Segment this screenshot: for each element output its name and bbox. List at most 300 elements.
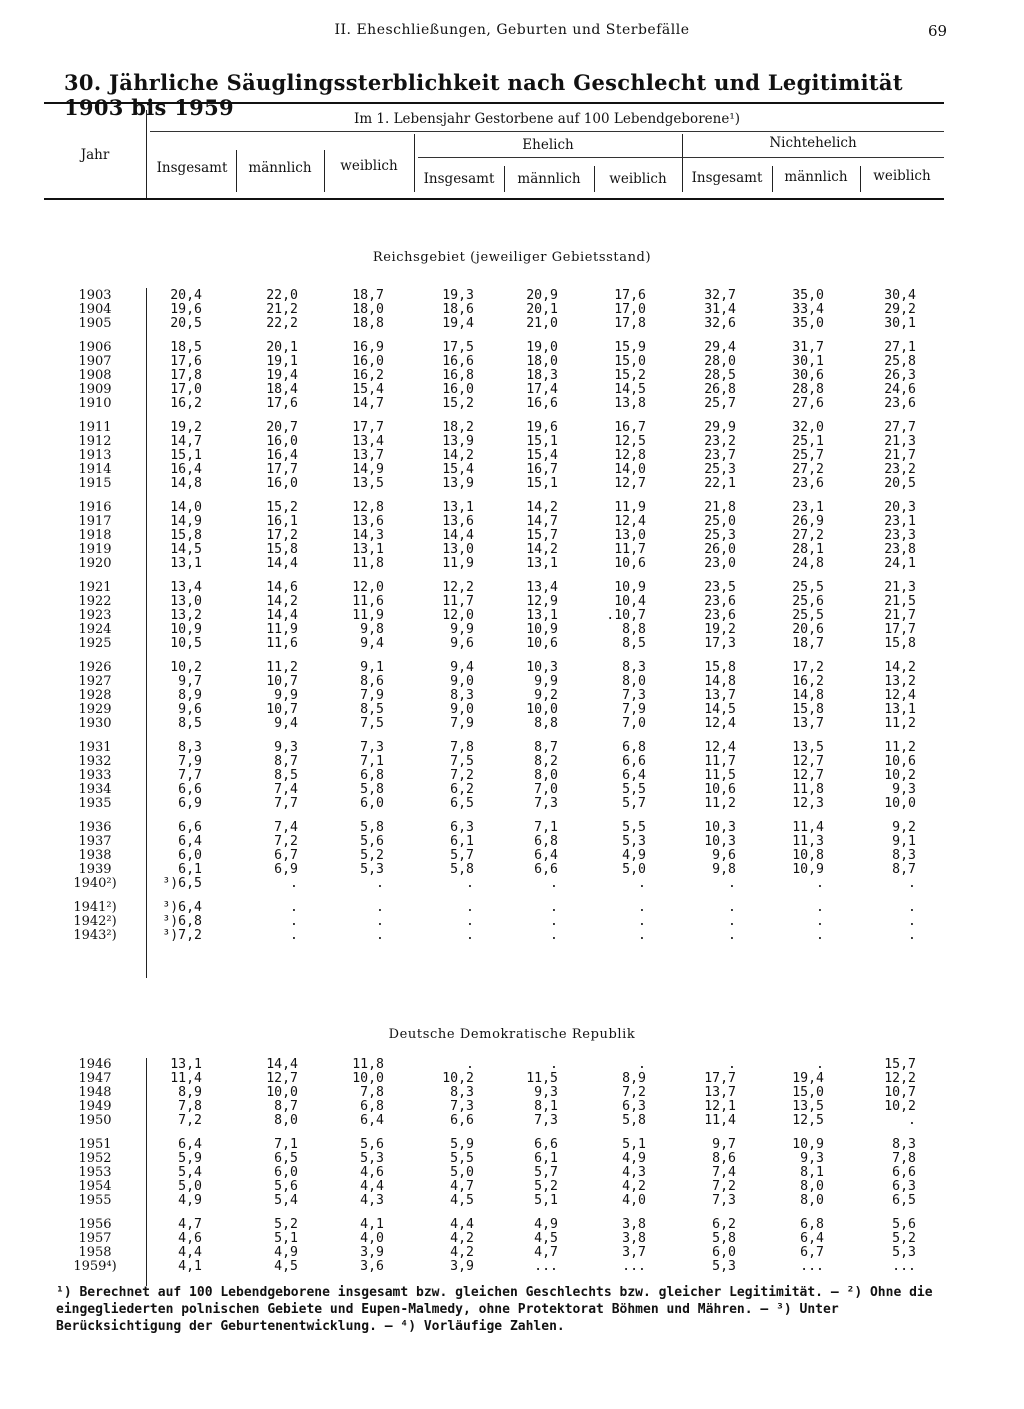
value-cell: 15,1 bbox=[170, 448, 202, 463]
value-cell: 10,9 bbox=[792, 1137, 824, 1152]
value-cell: 32,7 bbox=[704, 288, 736, 303]
value-cell: 15,8 bbox=[170, 528, 202, 543]
value-cell: 8,3 bbox=[450, 688, 474, 703]
table-row bbox=[44, 689, 944, 703]
value-cell: 4,9 bbox=[622, 1151, 646, 1166]
value-cell: 21,5 bbox=[884, 594, 916, 609]
value-cell: 21,0 bbox=[526, 316, 558, 331]
value-cell: . bbox=[290, 900, 298, 915]
value-cell: 17,2 bbox=[792, 660, 824, 675]
value-cell: 8,5 bbox=[274, 768, 298, 783]
value-cell: . bbox=[550, 900, 558, 915]
year-cell: 1938 bbox=[78, 848, 112, 863]
value-cell: . bbox=[638, 876, 646, 891]
value-cell: 15,1 bbox=[526, 476, 558, 491]
value-cell: . bbox=[728, 914, 736, 929]
value-cell: 23,6 bbox=[792, 476, 824, 491]
value-cell: . bbox=[466, 876, 474, 891]
value-cell: 9,8 bbox=[360, 622, 384, 637]
value-cell: 14,2 bbox=[884, 660, 916, 675]
value-cell: 4,5 bbox=[274, 1259, 298, 1274]
value-cell: 17,6 bbox=[266, 396, 298, 411]
value-cell: 5,8 bbox=[360, 782, 384, 797]
value-cell: 6,5 bbox=[892, 1193, 916, 1208]
value-cell: ... bbox=[892, 1259, 916, 1274]
value-cell: 20,7 bbox=[266, 420, 298, 435]
value-cell: 15,8 bbox=[792, 702, 824, 717]
table-row bbox=[44, 369, 944, 383]
value-cell: 7,2 bbox=[274, 834, 298, 849]
value-cell: 25,5 bbox=[792, 580, 824, 595]
value-cell: 11,9 bbox=[266, 622, 298, 637]
value-cell: 5,7 bbox=[622, 796, 646, 811]
value-cell: 10,0 bbox=[884, 796, 916, 811]
value-cell: 11,5 bbox=[704, 768, 736, 783]
value-cell: 16,2 bbox=[170, 396, 202, 411]
value-cell: 19,2 bbox=[704, 622, 736, 637]
value-cell: ... bbox=[534, 1259, 558, 1274]
value-cell: 7,9 bbox=[450, 716, 474, 731]
value-cell: 29,4 bbox=[704, 340, 736, 355]
value-cell: 10,9 bbox=[614, 580, 646, 595]
table-row bbox=[44, 915, 944, 929]
value-cell: . bbox=[290, 876, 298, 891]
value-cell: 5,3 bbox=[712, 1259, 736, 1274]
value-cell: 7,3 bbox=[534, 1113, 558, 1128]
value-cell: 18,8 bbox=[352, 316, 384, 331]
value-cell: 17,5 bbox=[442, 340, 474, 355]
value-cell: . bbox=[908, 928, 916, 943]
value-cell: 26,3 bbox=[884, 368, 916, 383]
value-cell: 16,7 bbox=[614, 420, 646, 435]
value-cell: 21,7 bbox=[884, 608, 916, 623]
value-cell: . bbox=[908, 876, 916, 891]
value-cell: 14,7 bbox=[170, 434, 202, 449]
value-cell: 11,9 bbox=[442, 556, 474, 571]
value-cell: 9,3 bbox=[892, 782, 916, 797]
value-cell: 10,3 bbox=[704, 834, 736, 849]
table-title: 30. Jährliche Säuglingssterblichkeit nach Geschlecht und Legitimität 1903 bis 1959 bbox=[64, 70, 903, 120]
value-cell: 16,2 bbox=[352, 368, 384, 383]
value-cell: 8,6 bbox=[360, 674, 384, 689]
table-row bbox=[44, 901, 944, 915]
value-cell: 16,0 bbox=[352, 354, 384, 369]
value-cell: 13,5 bbox=[792, 1099, 824, 1114]
value-cell: 10,6 bbox=[614, 556, 646, 571]
value-cell: 17,8 bbox=[614, 316, 646, 331]
value-cell: 5,0 bbox=[450, 1165, 474, 1180]
value-cell: 13,1 bbox=[442, 500, 474, 515]
value-cell: 20,1 bbox=[526, 302, 558, 317]
value-cell: 20,4 bbox=[170, 288, 202, 303]
value-cell: 6,3 bbox=[450, 820, 474, 835]
value-cell: 8,9 bbox=[178, 688, 202, 703]
table-row bbox=[44, 1100, 944, 1114]
value-cell: 5,4 bbox=[178, 1165, 202, 1180]
value-cell: 11,8 bbox=[352, 1057, 384, 1072]
value-cell: 15,8 bbox=[266, 542, 298, 557]
value-cell: 17,4 bbox=[526, 382, 558, 397]
value-cell: 27,6 bbox=[792, 396, 824, 411]
value-cell: 13,1 bbox=[352, 542, 384, 557]
value-cell: 9,9 bbox=[274, 688, 298, 703]
value-cell: 16,4 bbox=[170, 462, 202, 477]
value-cell: 7,3 bbox=[712, 1193, 736, 1208]
header-maennlich: männlich bbox=[248, 160, 312, 176]
value-cell: 14,9 bbox=[352, 462, 384, 477]
value-cell: 13,0 bbox=[614, 528, 646, 543]
value-cell: . bbox=[550, 928, 558, 943]
value-cell: 9,9 bbox=[534, 674, 558, 689]
year-cell: 1952 bbox=[78, 1151, 112, 1166]
table-row bbox=[44, 397, 944, 411]
value-cell: 12,0 bbox=[442, 608, 474, 623]
value-cell: 9,6 bbox=[450, 636, 474, 651]
value-cell: 25,3 bbox=[704, 528, 736, 543]
table-ddr bbox=[44, 1058, 944, 1274]
value-cell: 23,2 bbox=[704, 434, 736, 449]
value-cell: 26,0 bbox=[704, 542, 736, 557]
table-row bbox=[44, 383, 944, 397]
value-cell: 5,6 bbox=[892, 1217, 916, 1232]
value-cell: 14,2 bbox=[526, 500, 558, 515]
table-row bbox=[44, 821, 944, 835]
value-cell: . bbox=[816, 876, 824, 891]
value-cell: 6,4 bbox=[178, 834, 202, 849]
year-cell: 1917 bbox=[78, 514, 112, 529]
year-cell: 1959⁴) bbox=[73, 1259, 117, 1274]
value-cell: 15,0 bbox=[614, 354, 646, 369]
year-cell: 1957 bbox=[78, 1231, 112, 1246]
value-cell: 22,2 bbox=[266, 316, 298, 331]
value-cell: 7,9 bbox=[178, 754, 202, 769]
value-cell: 13,9 bbox=[442, 476, 474, 491]
value-cell: 29,2 bbox=[884, 302, 916, 317]
value-cell: 8,1 bbox=[800, 1165, 824, 1180]
value-cell: 5,7 bbox=[450, 848, 474, 863]
value-cell: 4,1 bbox=[178, 1259, 202, 1274]
value-cell: 13,1 bbox=[526, 556, 558, 571]
value-cell: 27,2 bbox=[792, 528, 824, 543]
value-cell: 4,0 bbox=[622, 1193, 646, 1208]
value-cell: 14,5 bbox=[614, 382, 646, 397]
value-cell: 6,0 bbox=[178, 848, 202, 863]
value-cell: ... bbox=[800, 1259, 824, 1274]
table-row bbox=[44, 1138, 944, 1152]
year-cell: 1926 bbox=[78, 660, 112, 675]
value-cell: 7,2 bbox=[450, 768, 474, 783]
value-cell: 16,0 bbox=[442, 382, 474, 397]
value-cell: 10,2 bbox=[442, 1071, 474, 1086]
year-cell: 1929 bbox=[78, 702, 112, 717]
value-cell: 8,5 bbox=[178, 716, 202, 731]
value-cell: 12,8 bbox=[352, 500, 384, 515]
value-cell: 15,8 bbox=[884, 636, 916, 651]
year-cell: 1948 bbox=[78, 1085, 112, 1100]
value-cell: . bbox=[638, 1057, 646, 1072]
value-cell: 21,2 bbox=[266, 302, 298, 317]
value-cell: . bbox=[728, 900, 736, 915]
table-row bbox=[44, 1260, 944, 1274]
value-cell: 15,2 bbox=[442, 396, 474, 411]
value-cell: 18,5 bbox=[170, 340, 202, 355]
value-cell: 10,0 bbox=[352, 1071, 384, 1086]
value-cell: 30,6 bbox=[792, 368, 824, 383]
value-cell: 13,1 bbox=[526, 608, 558, 623]
value-cell: 7,9 bbox=[360, 688, 384, 703]
value-cell: 7,7 bbox=[274, 796, 298, 811]
value-cell: 9,9 bbox=[450, 622, 474, 637]
value-cell: 14,2 bbox=[526, 542, 558, 557]
value-cell: 19,0 bbox=[526, 340, 558, 355]
value-cell: 17,6 bbox=[170, 354, 202, 369]
value-cell: 5,4 bbox=[274, 1193, 298, 1208]
year-cell: 1924 bbox=[78, 622, 112, 637]
value-cell: 12,4 bbox=[614, 514, 646, 529]
year-cell: 1931 bbox=[78, 740, 112, 755]
value-cell: 7,2 bbox=[622, 1085, 646, 1100]
year-cell: 1946 bbox=[78, 1057, 112, 1072]
value-cell: 19,6 bbox=[526, 420, 558, 435]
value-cell: 8,8 bbox=[534, 716, 558, 731]
table-row bbox=[44, 1152, 944, 1166]
value-cell: 6,7 bbox=[274, 848, 298, 863]
value-cell: 4,9 bbox=[178, 1193, 202, 1208]
value-cell: 3,9 bbox=[360, 1245, 384, 1260]
value-cell: 9,7 bbox=[178, 674, 202, 689]
value-cell: 21,3 bbox=[884, 434, 916, 449]
value-cell: 19,4 bbox=[792, 1071, 824, 1086]
value-cell: 11,2 bbox=[266, 660, 298, 675]
value-cell: 17,7 bbox=[884, 622, 916, 637]
value-cell: 25,7 bbox=[792, 448, 824, 463]
value-cell: 9,1 bbox=[360, 660, 384, 675]
value-cell: 15,9 bbox=[614, 340, 646, 355]
value-cell: 30,4 bbox=[884, 288, 916, 303]
value-cell: ³)6,4 bbox=[162, 900, 202, 915]
value-cell: 5,2 bbox=[534, 1179, 558, 1194]
value-cell: 5,5 bbox=[450, 1151, 474, 1166]
value-cell: 6,4 bbox=[178, 1137, 202, 1152]
table-row bbox=[44, 515, 944, 529]
value-cell: 9,4 bbox=[360, 636, 384, 651]
value-cell: . bbox=[290, 928, 298, 943]
year-cell: 1954 bbox=[78, 1179, 112, 1194]
value-cell: 30,1 bbox=[792, 354, 824, 369]
value-cell: 4,1 bbox=[360, 1217, 384, 1232]
value-cell: 14,4 bbox=[442, 528, 474, 543]
table-row bbox=[44, 1218, 944, 1232]
value-cell: 12,4 bbox=[704, 740, 736, 755]
table-row bbox=[44, 1166, 944, 1180]
year-cell: 1958 bbox=[78, 1245, 112, 1260]
value-cell: 7,4 bbox=[274, 820, 298, 835]
year-cell: 1916 bbox=[78, 500, 112, 515]
value-cell: 10,0 bbox=[266, 1085, 298, 1100]
value-cell: 8,0 bbox=[622, 674, 646, 689]
value-cell: 6,8 bbox=[360, 768, 384, 783]
value-cell: 8,5 bbox=[622, 636, 646, 651]
value-cell: ³)6,5 bbox=[162, 876, 202, 891]
value-cell: 10,3 bbox=[704, 820, 736, 835]
header-ehelich: Ehelich bbox=[522, 137, 574, 153]
value-cell: . bbox=[728, 928, 736, 943]
value-cell: 12,8 bbox=[614, 448, 646, 463]
value-cell: 16,0 bbox=[266, 476, 298, 491]
value-cell: . bbox=[908, 914, 916, 929]
value-cell: 27,7 bbox=[884, 420, 916, 435]
value-cell: 4,9 bbox=[622, 848, 646, 863]
value-cell: 25,7 bbox=[704, 396, 736, 411]
value-cell: 4,6 bbox=[178, 1231, 202, 1246]
value-cell: 15,4 bbox=[526, 448, 558, 463]
value-cell: 4,3 bbox=[622, 1165, 646, 1180]
value-cell: 10,0 bbox=[526, 702, 558, 717]
value-cell: 9,6 bbox=[178, 702, 202, 717]
value-cell: 6,6 bbox=[892, 1165, 916, 1180]
value-cell: 6,6 bbox=[622, 754, 646, 769]
value-cell: 5,0 bbox=[622, 862, 646, 877]
year-cell: 1903 bbox=[78, 288, 112, 303]
value-cell: 16,4 bbox=[266, 448, 298, 463]
table-row bbox=[44, 783, 944, 797]
value-cell: 6,2 bbox=[712, 1217, 736, 1232]
value-cell: 29,9 bbox=[704, 420, 736, 435]
table-row bbox=[44, 755, 944, 769]
table-row bbox=[44, 835, 944, 849]
value-cell: 14,7 bbox=[352, 396, 384, 411]
value-cell: 16,6 bbox=[526, 396, 558, 411]
value-cell: . bbox=[816, 900, 824, 915]
value-cell: 5,8 bbox=[712, 1231, 736, 1246]
value-cell: 20,1 bbox=[266, 340, 298, 355]
value-cell: 15,1 bbox=[526, 434, 558, 449]
value-cell: 4,2 bbox=[622, 1179, 646, 1194]
value-cell: 19,4 bbox=[266, 368, 298, 383]
header-jahr: Jahr bbox=[80, 147, 110, 163]
year-cell: 1934 bbox=[78, 782, 112, 797]
value-cell: 9,3 bbox=[800, 1151, 824, 1166]
value-cell: 17,8 bbox=[170, 368, 202, 383]
value-cell: 11,4 bbox=[170, 1071, 202, 1086]
value-cell: 18,2 bbox=[442, 420, 474, 435]
value-cell: 13,4 bbox=[170, 580, 202, 595]
value-cell: 5,8 bbox=[622, 1113, 646, 1128]
value-cell: 8,3 bbox=[892, 1137, 916, 1152]
value-cell: 15,7 bbox=[884, 1057, 916, 1072]
value-cell: 11,7 bbox=[442, 594, 474, 609]
value-cell: 4,5 bbox=[534, 1231, 558, 1246]
value-cell: 14,5 bbox=[704, 702, 736, 717]
value-cell: 6,0 bbox=[712, 1245, 736, 1260]
value-cell: 20,5 bbox=[884, 476, 916, 491]
value-cell: 27,2 bbox=[792, 462, 824, 477]
value-cell: 14,2 bbox=[266, 594, 298, 609]
running-head: II. Eheschließungen, Geburten und Sterbefälle bbox=[334, 22, 690, 38]
value-cell: 8,7 bbox=[534, 740, 558, 755]
table-row bbox=[44, 609, 944, 623]
value-cell: 6,9 bbox=[274, 862, 298, 877]
value-cell: 17,7 bbox=[704, 1071, 736, 1086]
value-cell: 5,6 bbox=[360, 834, 384, 849]
year-cell: 1904 bbox=[78, 302, 112, 317]
value-cell: 12,2 bbox=[884, 1071, 916, 1086]
value-cell: 5,6 bbox=[274, 1179, 298, 1194]
value-cell: 23,6 bbox=[704, 594, 736, 609]
value-cell: 4,5 bbox=[450, 1193, 474, 1208]
value-cell: 17,2 bbox=[266, 528, 298, 543]
table-row bbox=[44, 449, 944, 463]
value-cell: . bbox=[816, 1057, 824, 1072]
value-cell: 7,3 bbox=[534, 796, 558, 811]
table-row bbox=[44, 863, 944, 877]
value-cell: 12,7 bbox=[266, 1071, 298, 1086]
value-cell: 6,4 bbox=[622, 768, 646, 783]
value-cell: 35,0 bbox=[792, 288, 824, 303]
value-cell: . bbox=[466, 914, 474, 929]
value-cell: 5,8 bbox=[360, 820, 384, 835]
value-cell: 20,9 bbox=[526, 288, 558, 303]
year-cell: 1927 bbox=[78, 674, 112, 689]
value-cell: 24,6 bbox=[884, 382, 916, 397]
value-cell: 17,3 bbox=[704, 636, 736, 651]
value-cell: 13,2 bbox=[170, 608, 202, 623]
value-cell: 3,7 bbox=[622, 1245, 646, 1260]
value-cell: 5,9 bbox=[178, 1151, 202, 1166]
value-cell: 12,5 bbox=[614, 434, 646, 449]
header-nichtehelich-maennlich: männlich bbox=[784, 169, 848, 185]
jahr-column-divider bbox=[146, 110, 147, 200]
value-cell: 11,7 bbox=[614, 542, 646, 557]
value-cell: 23,3 bbox=[884, 528, 916, 543]
value-cell: 8,2 bbox=[534, 754, 558, 769]
value-cell: 6,1 bbox=[534, 1151, 558, 1166]
value-cell: 4,6 bbox=[360, 1165, 384, 1180]
header-weiblich: weiblich bbox=[340, 158, 398, 174]
value-cell: 14,5 bbox=[170, 542, 202, 557]
value-cell: 15,2 bbox=[266, 500, 298, 515]
value-cell: 23,6 bbox=[704, 608, 736, 623]
value-cell: 10,9 bbox=[526, 622, 558, 637]
table-row bbox=[44, 661, 944, 675]
value-cell: 4,0 bbox=[360, 1231, 384, 1246]
value-cell: 4,9 bbox=[534, 1217, 558, 1232]
value-cell: .10,7 bbox=[606, 608, 646, 623]
value-cell: 19,3 bbox=[442, 288, 474, 303]
value-cell: 12,4 bbox=[704, 716, 736, 731]
value-cell: 13,1 bbox=[170, 1057, 202, 1072]
value-cell: 16,7 bbox=[526, 462, 558, 477]
value-cell: 12,2 bbox=[442, 580, 474, 595]
value-cell: 16,6 bbox=[442, 354, 474, 369]
table-row bbox=[44, 543, 944, 557]
value-cell: 26,9 bbox=[792, 514, 824, 529]
value-cell: 21,8 bbox=[704, 500, 736, 515]
value-cell: 8,7 bbox=[274, 1099, 298, 1114]
value-cell: 5,3 bbox=[892, 1245, 916, 1260]
value-cell: 16,1 bbox=[266, 514, 298, 529]
table-row bbox=[44, 1058, 944, 1072]
value-cell: 6,2 bbox=[450, 782, 474, 797]
value-cell: 12,3 bbox=[792, 796, 824, 811]
value-cell: 7,1 bbox=[274, 1137, 298, 1152]
value-cell: 13,2 bbox=[884, 674, 916, 689]
value-cell: 10,2 bbox=[884, 768, 916, 783]
year-cell: 1953 bbox=[78, 1165, 112, 1180]
value-cell: 11,9 bbox=[614, 500, 646, 515]
value-cell: 11,2 bbox=[704, 796, 736, 811]
value-cell: 9,4 bbox=[274, 716, 298, 731]
